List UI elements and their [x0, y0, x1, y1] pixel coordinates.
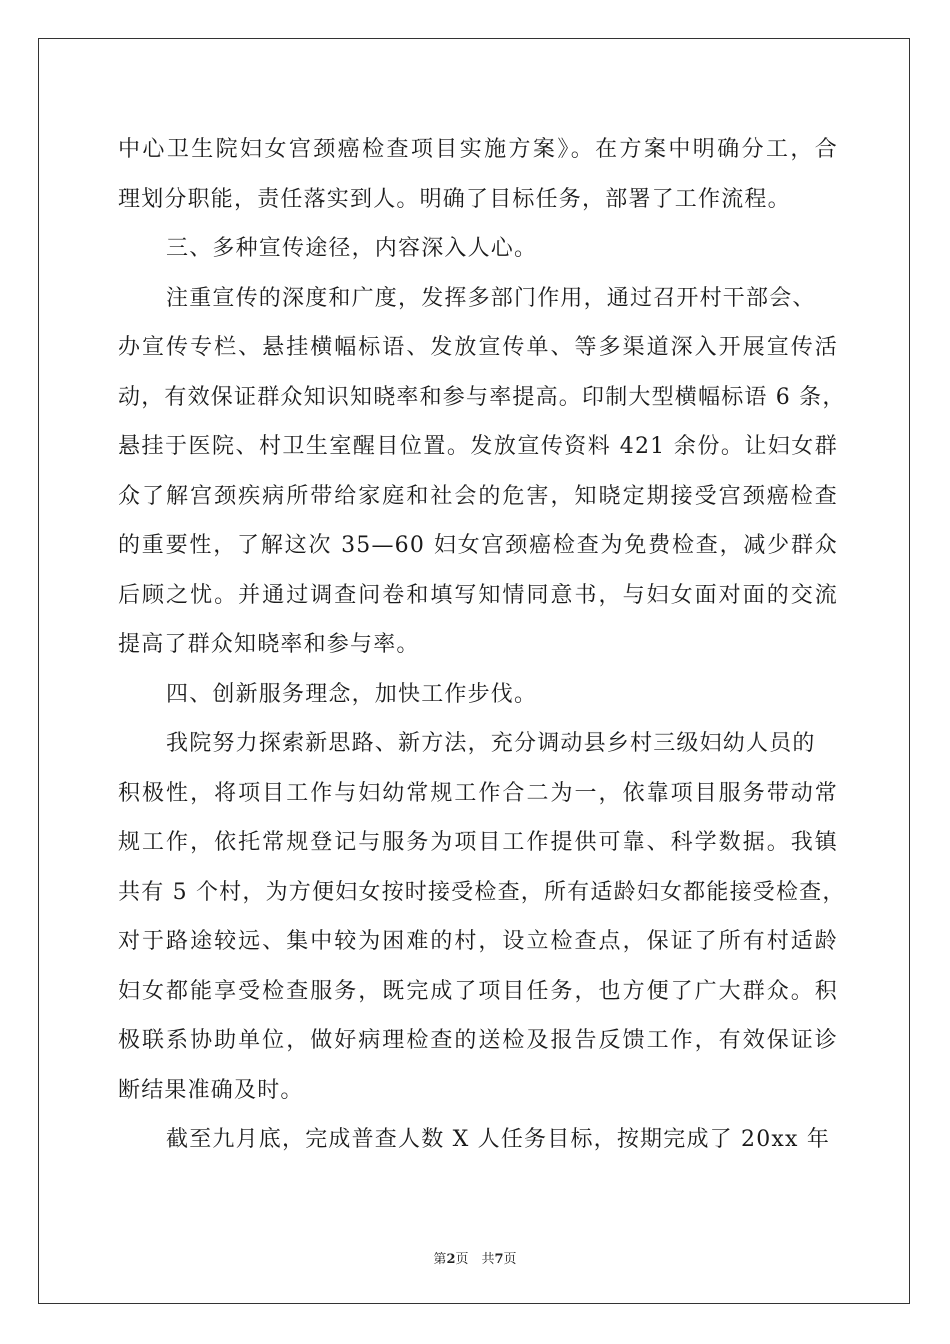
text-line: 提高了群众知晓率和参与率。 — [118, 632, 420, 657]
text-line: 共有 5 个村，为方便妇女按时接受检查，所有适龄妇女都能接受检查， — [118, 879, 846, 905]
current-page-number: 2 — [446, 1252, 456, 1267]
page-footer — [0, 1248, 950, 1267]
total-pages-number: 7 — [494, 1252, 504, 1267]
text-line: 中心卫生院妇女宫颈癌检查项目实施方案》。在方案中明确分工，合 — [118, 137, 838, 162]
footer-prefix: 第 — [433, 1252, 447, 1267]
text-line: 的重要性，了解这次 35—60 妇女宫颈癌检查为免费检查，减少群众 — [118, 533, 838, 558]
text-line: 妇女都能享受检查服务，既完成了项目任务，也方便了广大群众。积 — [118, 978, 838, 1004]
text-line: 后顾之忧。并通过调查问卷和填写知情同意书，与妇女面对面的交流 — [118, 582, 838, 608]
text-line: 办宣传专栏、悬挂横幅标语、发放宣传单、等多渠道深入开展宣传活 — [118, 335, 838, 360]
section-heading: 三、多种宣传途径，内容深入人心。 — [166, 236, 538, 261]
text-line: 截至九月底，完成普查人数 X 人任务目标，按期完成了 20xx 年 — [166, 1127, 831, 1152]
text-line: 积极性，将项目工作与妇幼常规工作合二为一，依靠项目服务带动常 — [118, 780, 838, 806]
text-line: 我院努力探索新思路、新方法，充分调动县乡村三级妇幼人员的 — [166, 731, 816, 756]
section-heading: 四、创新服务理念，加快工作步伐。 — [166, 681, 538, 707]
text-line: 对于路途较远、集中较为困难的村，设立检查点，保证了所有村适龄 — [118, 929, 838, 954]
text-line: 规工作，依托常规登记与服务为项目工作提供可靠、科学数据。我镇 — [118, 830, 838, 855]
text-line: 断结果准确及时。 — [118, 1077, 304, 1103]
footer-suffix: 页 — [503, 1252, 517, 1267]
text-line: 悬挂于医院、村卫生室醒目位置。发放宣传资料 421 余份。让妇女群 — [118, 434, 838, 459]
text-line: 众了解宫颈疾病所带给家庭和社会的危害，知晓定期接受宫颈癌检查 — [118, 483, 838, 509]
text-line: 注重宣传的深度和广度，发挥多部门作用，通过召开村干部会、 — [166, 285, 816, 311]
text-line: 动，有效保证群众知识知晓率和参与率提高。印制大型横幅标语 6 条， — [118, 384, 846, 410]
text-line: 理划分职能，责任落实到人。明确了目标任务，部署了工作流程。 — [118, 186, 791, 212]
text-line: 极联系协助单位，做好病理检查的送检及报告反馈工作，有效保证诊 — [118, 1028, 838, 1053]
document-body — [118, 125, 846, 1165]
footer-middle: 页 共 — [455, 1252, 495, 1267]
